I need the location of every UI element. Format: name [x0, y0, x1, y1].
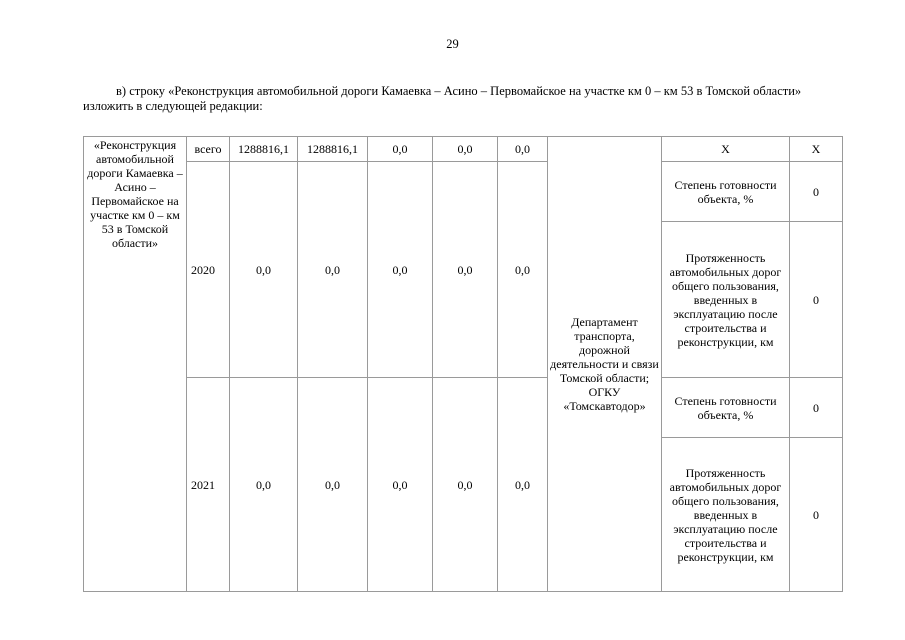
indicator-value-cell: 0	[790, 162, 843, 222]
program-table	[83, 136, 843, 592]
value-cell: 0,0	[368, 137, 433, 162]
value-cell: 0,0	[298, 378, 368, 592]
indicator-name-cell: Протяженность автомобильных дорог общего пользования, введенных в эксплуатацию после строительства и реконструкции, км	[662, 222, 790, 378]
value-cell: 0,0	[498, 378, 548, 592]
period-cell: всего	[187, 137, 230, 162]
table-row-2021	[84, 378, 843, 438]
page-number: 29	[446, 37, 459, 51]
value-cell: 1288816,1	[230, 137, 298, 162]
intro-paragraph: в) строку «Реконструкция автомобильной дороги Камаевка – Асино – Первомайское на участке км 0 – км 53 в Томской области» изложить в следующей редакции:	[83, 84, 802, 113]
executor-cell: Департамент транспорта, дорожной деятельности и связи Томской области; ОГКУ «Томскавтодор»	[548, 137, 662, 592]
value-cell: 0,0	[298, 162, 368, 378]
value-cell: 0,0	[433, 162, 498, 378]
value-cell: 0,0	[230, 378, 298, 592]
indicator-name-cell: Степень готовности объекта, %	[662, 162, 790, 222]
period-cell: 2020	[187, 162, 230, 378]
value-cell: 0,0	[433, 378, 498, 592]
indicator-value-cell: 0	[790, 378, 843, 438]
value-cell: 0,0	[230, 162, 298, 378]
period-cell: 2021	[187, 378, 230, 592]
table-row-2020	[84, 162, 843, 222]
value-cell: 0,0	[498, 162, 548, 378]
indicator-value-cell: 0	[790, 222, 843, 378]
table-row-total	[84, 137, 843, 162]
value-cell: 0,0	[498, 137, 548, 162]
indicator-name-cell: Х	[662, 137, 790, 162]
indicator-value-cell: 0	[790, 438, 843, 592]
indicator-name-cell: Степень готовности объекта, %	[662, 378, 790, 438]
object-name-cell: «Реконструкция автомобильной дороги Камаевка – Асино – Первомайское на участке км 0 – км 53 в Томской области»	[84, 137, 187, 592]
value-cell: 0,0	[433, 137, 498, 162]
indicator-value-cell: Х	[790, 137, 843, 162]
indicator-name-cell: Протяженность автомобильных дорог общего пользования, введенных в эксплуатацию после строительства и реконструкции, км	[662, 438, 790, 592]
value-cell: 0,0	[368, 378, 433, 592]
value-cell: 0,0	[368, 162, 433, 378]
value-cell: 1288816,1	[298, 137, 368, 162]
